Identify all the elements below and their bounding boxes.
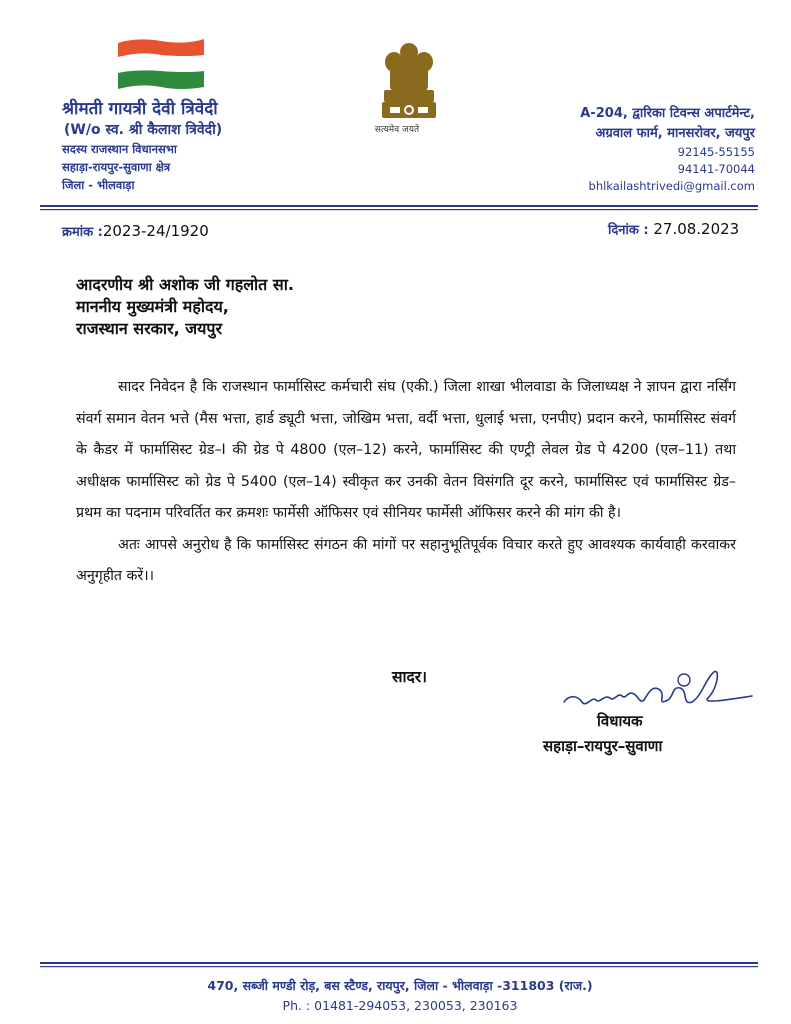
sender-constituency: सहाड़ा-रायपुर-सुवाणा क्षेत्र [62,160,171,174]
address-line-1: A-204, द्वारिका टिवन्स अपार्टमेन्ट, [580,106,755,121]
reference-value: 2023-24/1920 [102,222,209,240]
footer-address: 470, सब्जी मण्डी रोड़, बस स्टैण्ड, रायपुर, जिला - भीलवाड़ा -311803 (राज.) [207,978,593,993]
address-line-2: अग्रवाल फार्म, मानसरोवर, जयपुर [595,126,755,141]
recipient-line-2: माननीय मुख्यमंत्री महोदय, [76,297,229,316]
email-address: bhlkailashtrivedi@gmail.com [588,179,755,193]
reference-number [62,222,209,240]
recipient-line-1: आदरणीय श्री अशोक जी गहलोत सा. [76,275,294,294]
recipient-block [76,274,294,340]
body-paragraph-2: अतः आपसे अनुरोध है कि फार्मासिस्ट संगठन की मांगों पर सहानुभूतिपूर्वक विचार करते हुए आवश्यक कार्यवाही करवाकर अनुगृहीत करें।। [76,536,736,584]
tricolor-flag-icon [116,37,206,91]
sender-post: सदस्य राजस्थान विधानसभा [62,142,177,156]
phone-2: 94141-70044 [677,162,755,176]
footer [180,976,620,1016]
sender-wife-of: (W/o स्व. श्री कैलाश त्रिवेदी) [64,122,223,138]
letter-date [608,220,739,238]
national-emblem-icon [378,40,440,122]
signatory-constituency: सहाड़ा–रायपुर–सुवाणा [543,737,663,755]
footer-phone: Ph. : 01481-294053, 230053, 230163 [282,998,518,1013]
emblem-motto: सत्यमेव जयते [374,125,420,135]
body-paragraph-1: सादर निवेदन है कि राजस्थान फार्मासिस्ट कर्मचारी संघ (एकी.) जिला शाखा भीलवाडा के जिलाध्यक्ष ने ज्ञापन द्वारा नर्सिंग संवर्ग समान वेतन भत्ते (मैस भत्ता, हार्ड ड्यूटी भत्ता, जोखिम भत्ता, वर्दी भत्ता, धुलाई भत्ता, एनपीए) प्रदान करने, फार्मासिस्ट संवर्ग के कैडर में फार्मासिस्ट ग्रेड–I की ग्रेड पे 4800 (एल–12) करने, फार्मासिस्ट की एण्ट्री लेवल ग्रेड पे 4200 (एल–11) तथा अधीक्षक फार्मासिस्ट को ग्रेड पे 5400 (एल–14) स्वीकृत कर उनकी वेतन विसंगति दूर करने, फार्मासिस्ट एवं फार्मासिस्ट ग्रेड–प्रथम का पदनाम परिवर्तित कर क्रमशः फार्मेसी ऑफिसर एवं सीनियर फार्मेसी ऑफिसर करने की मांग की है। [76,379,736,521]
recipient-line-3: राजस्थान सरकार, जयपुर [76,319,223,338]
signatory-designation: विधायक [597,712,643,730]
handwritten-signature [556,666,756,716]
date-label: दिनांक : [608,223,649,238]
phone-1: 92145-55155 [677,145,755,159]
reference-label: क्रमांक : [62,225,103,240]
address-block [580,104,755,195]
sender-name: श्रीमती गायत्री देवी त्रिवेदी [62,99,218,119]
date-value: 27.08.2023 [653,220,740,238]
footer-divider [40,962,758,968]
header-divider [40,205,758,211]
sender-district: जिला - भीलवाड़ा [62,178,135,192]
closing-salutation: सादर। [392,668,427,686]
sender-block [62,98,222,194]
letter-body [76,372,736,593]
